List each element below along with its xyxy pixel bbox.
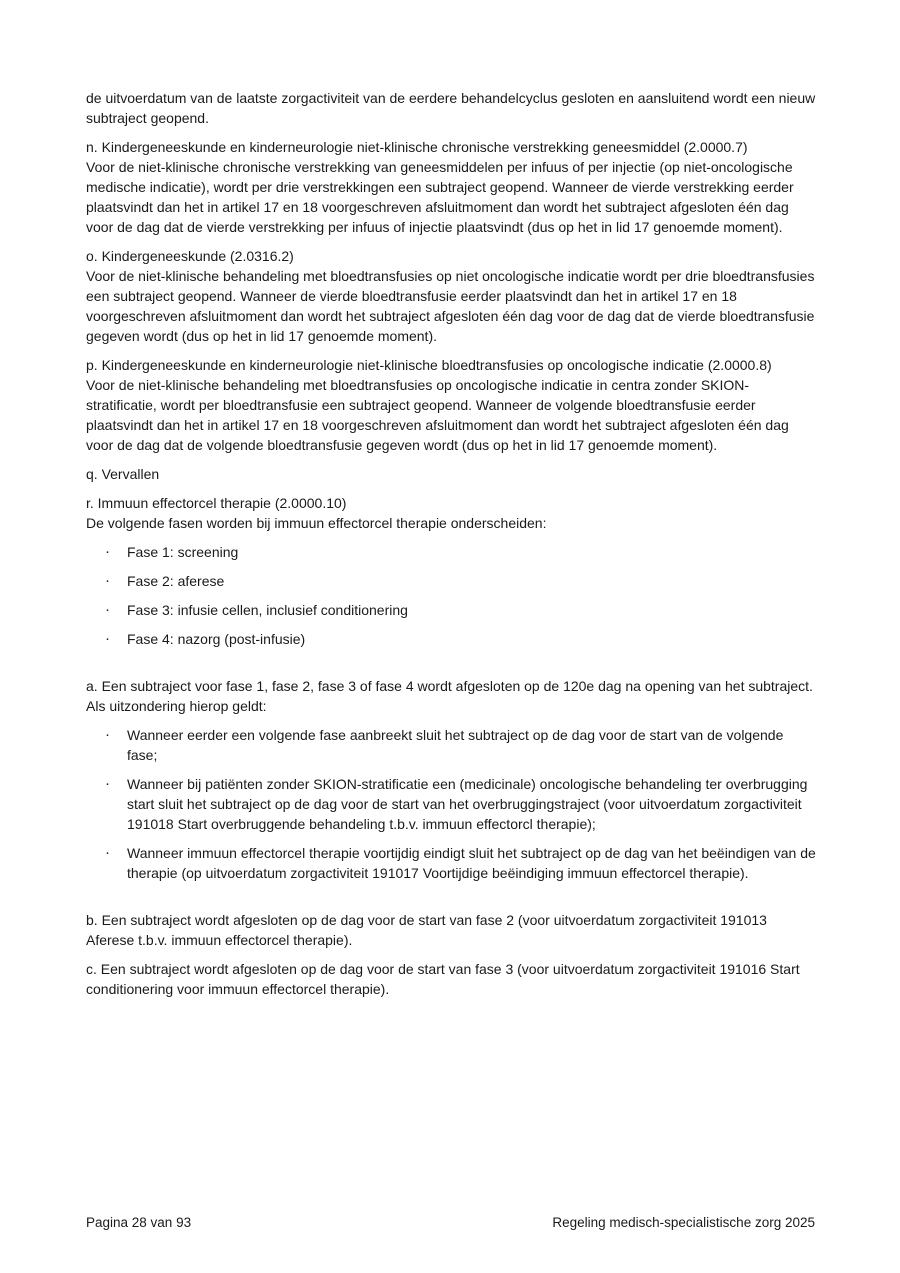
exception-item-text: Wanneer bij patiënten zonder SKION-stratificatie een (medicinale) oncologische behandeling ter overbrugging start sluit het subtraject op de dag voor de start van het overbruggingstraject (voor uitvoerdatum zorgactiviteit 191018 Start overbruggende behandeling t.b.v. immuun effectorcl therapie); — [127, 776, 808, 832]
fase-item-text: Fase 2: aferese — [127, 573, 225, 589]
fase-item-text: Fase 1: screening — [127, 544, 239, 560]
bullet-icon: · — [105, 775, 110, 792]
section-a: a. Een subtraject voor fase 1, fase 2, fase 3 of fase 4 wordt afgesloten op de 120e dag na opening van het subtraject. Als uitzondering hierop geldt: — [86, 678, 813, 714]
section-p — [86, 355, 816, 455]
list-item — [86, 774, 816, 834]
section-o-heading: o. Kindergeneeskunde (2.0316.2) — [86, 248, 294, 264]
section-r-body: De volgende fasen worden bij immuun effectorcel therapie onderscheiden: — [86, 515, 547, 531]
list-item — [86, 600, 816, 620]
list-item — [86, 571, 816, 591]
section-p-body: Voor de niet-klinische behandeling met bloedtransfusies op oncologische indicatie in centra zonder SKION-stratificatie, wordt per bloedtransfusie een subtraject geopend. Wanneer de volgende bloedtransfusie eerder plaatsvindt dan het in artikel 17 en 18 voorgeschreven afsluitmoment dan wordt het subtraject afgesloten één dag voor de dag dat de volgende bloedtransfusie gegeven wordt (dus op het in lid 17 genoemde moment). — [86, 377, 789, 453]
bullet-icon: · — [105, 726, 110, 743]
exception-item-text: Wanneer immuun effectorcel therapie voortijdig eindigt sluit het subtraject op de dag van het beëindigen van de therapie (op uitvoerdatum zorgactiviteit 191017 Voortijdige beëindiging immuun effectorcel therapie). — [127, 845, 816, 881]
list-item — [86, 629, 816, 649]
section-r-heading: r. Immuun effectorcel therapie (2.0000.10) — [86, 495, 347, 511]
bullet-icon: · — [105, 630, 110, 647]
list-item — [86, 843, 816, 883]
section-o — [86, 246, 816, 346]
fase-list — [86, 542, 816, 649]
fase-item-text: Fase 3: infusie cellen, inclusief conditionering — [127, 602, 408, 618]
section-q: q. Vervallen — [86, 466, 160, 482]
section-r — [86, 493, 816, 533]
section-b: b. Een subtraject wordt afgesloten op de dag voor de start van fase 2 (voor uitvoerdatum zorgactiviteit 191013 Aferese t.b.v. immuun effectorcel therapie). — [86, 912, 767, 948]
bullet-icon: · — [105, 844, 110, 861]
paragraph-intro: de uitvoerdatum van de laatste zorgactiviteit van de eerdere behandelcyclus gesloten en aansluitend wordt een nieuw subtraject geopend. — [86, 90, 816, 126]
bullet-icon: · — [105, 543, 110, 560]
bullet-icon: · — [105, 572, 110, 589]
list-item — [86, 725, 816, 765]
exception-item-text: Wanneer eerder een volgende fase aanbreekt sluit het subtraject op de dag voor de start van de volgende fase; — [127, 727, 784, 763]
section-n — [86, 137, 816, 237]
bullet-icon: · — [105, 601, 110, 618]
document-content — [86, 88, 816, 1008]
section-p-heading: p. Kindergeneeskunde en kinderneurologie niet-klinische bloedtransfusies op oncologische indicatie (2.0000.8) — [86, 357, 772, 373]
section-c: c. Een subtraject wordt afgesloten op de dag voor de start van fase 3 (voor uitvoerdatum zorgactiviteit 191016 Start conditionering voor immuun effectorcel therapie). — [86, 961, 800, 997]
fase-item-text: Fase 4: nazorg (post-infusie) — [127, 631, 306, 647]
footer-document-title: Regeling medisch-specialistische zorg 2025 — [552, 1215, 815, 1230]
exception-list — [86, 725, 816, 883]
list-item — [86, 542, 816, 562]
footer-page-number: Pagina 28 van 93 — [86, 1215, 192, 1230]
section-n-body: Voor de niet-klinische chronische verstrekking van geneesmiddelen per infuus of per injectie (op niet-oncologische medische indicatie), wordt per drie verstrekkingen een subtraject geopend. Wanneer de vierde verstrekking eerder plaatsvindt dan het in artikel 17 en 18 voorgeschreven afsluitmoment dan wordt het subtraject afgesloten één dag voor de dag dat de vierde verstrekking per infuus of injectie plaatsvindt (dus op het in lid 17 genoemde moment). — [86, 159, 794, 235]
section-n-heading: n. Kindergeneeskunde en kinderneurologie niet-klinische chronische verstrekking geneesmiddel (2.0000.7) — [86, 139, 748, 155]
section-o-body: Voor de niet-klinische behandeling met bloedtransfusies op niet oncologische indicatie wordt per drie bloedtransfusies een subtraject geopend. Wanneer de vierde bloedtransfusie eerder plaatsvindt dan het in artikel 17 en 18 voorgeschreven afsluitmoment dan wordt het subtraject afgesloten één dag voor de dag dat de vierde bloedtransfusie gegeven wordt (dus op het in lid 17 genoemde moment). — [86, 268, 815, 344]
page-footer — [86, 1214, 815, 1232]
